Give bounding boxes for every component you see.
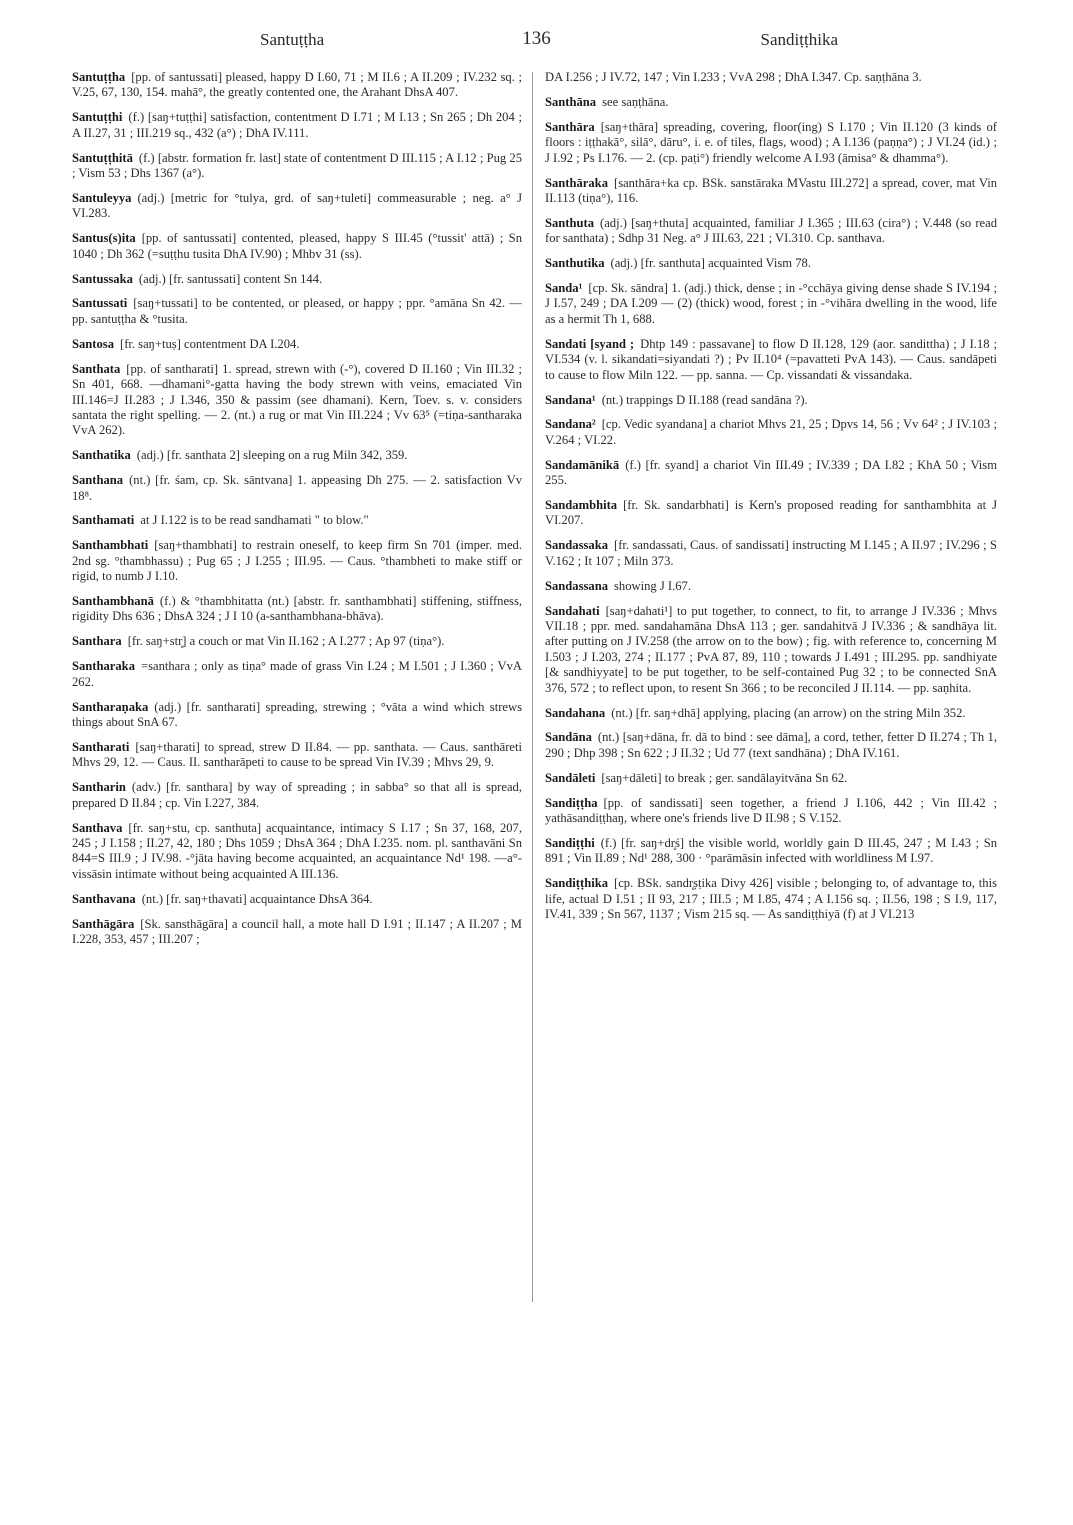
- entry-headword: Santhutika: [545, 256, 605, 271]
- dictionary-entry: [545, 95, 997, 110]
- entry-headword: Santharaka: [72, 659, 135, 674]
- dictionary-entry: [545, 120, 997, 166]
- dictionary-entry: [545, 604, 997, 696]
- dictionary-entry: [545, 281, 997, 327]
- entry-definition: (adj.) [saŋ+thuta] acquainted, familiar J I.365 ; III.63 (cira°) ; V.448 (so read for santhata) ; Sdhp 31 Neg. a° J III.63, 221 ; VI.310. Cp. santhava.: [545, 215, 997, 246]
- entry-definition: (adj.) [fr. santussati] content Sn 144.: [138, 271, 323, 286]
- entry-headword: Sandana²: [545, 417, 596, 432]
- entry-definition: (f.) [saŋ+tuṭṭhi] satisfaction, contentment D I.71 ; M I.13 ; Sn 265 ; Dh 204 ; A II.27, 31 ; III.219 sq., 432 (a°) ; DhA IV.111.: [72, 110, 522, 140]
- dictionary-entry: [72, 231, 522, 262]
- entry-headword: Sandambhita: [545, 498, 618, 513]
- entry-headword: Santhāraka: [545, 175, 608, 190]
- entry-headword: Santharati: [72, 739, 130, 754]
- left-column: [72, 70, 522, 957]
- dictionary-entry: [545, 730, 997, 761]
- entry-definition: [pp. of santussati] contented, pleased, happy S III.45 (°tussit' attā) ; Sn 1040 ; Dh 362 (=suṭṭhu tusita DhA IV.90) ; Mhbv 31 (ss).: [72, 231, 522, 261]
- dictionary-entry: [545, 836, 997, 867]
- entry-headword: Santuṭṭhitā: [72, 150, 133, 165]
- entry-definition: [saŋ+thambhati] to restrain oneself, to keep firm Sn 701 (imper. med. 2nd sg. °thambhassu) ; Pug 65 ; J I.255 ; III.95. — Caus. °thambheti to make stiff or rigid, to numb J I.10.: [72, 538, 522, 584]
- dictionary-entry: [72, 110, 522, 141]
- dictionary-entry: [545, 498, 997, 529]
- dictionary-entry: [545, 70, 997, 85]
- dictionary-entry: [72, 473, 522, 504]
- dictionary-entry: [545, 876, 997, 922]
- entry-headword: Sandiṭṭha: [545, 795, 598, 810]
- entry-headword: Sandiṭṭhika: [545, 876, 608, 891]
- entry-definition: DA I.256 ; J IV.72, 147 ; Vin I.233 ; VvA 298 ; DhA I.347. Cp. saṇṭhāna 3.: [545, 70, 922, 84]
- entry-definition: [pp. of sandissati] seen together, a friend J I.106, 442 ; Vin III.42 ; yathāsandiṭṭhaŋ, where one's friends live D II.98 ; S V.152.: [545, 795, 997, 826]
- dictionary-entry: [72, 594, 522, 625]
- entry-definition: [santhāra+ka cp. BSk. sanstāraka MVastu III.272] a spread, cover, mat Vin II.113 (tiṇa°), 116.: [545, 175, 997, 205]
- entry-definition: (f.) [fr. saŋ+dr̥ś] the visible world, worldly gain D III.45, 247 ; M I.43 ; Sn 891 ; Vin II.89 ; Nd¹ 288, 300 · °parāmāsin infected with worldliness M I.97.: [545, 835, 997, 866]
- entry-headword: Santuṭṭha: [72, 70, 126, 84]
- dictionary-entry: [545, 771, 997, 786]
- right-column: [545, 70, 997, 932]
- entry-definition: Dhtp 149 : passavane] to flow D II.128, 129 (aor. sandittha) ; J I.18 ; VI.534 (v. l. sikandati=siyandati ?) ; Pv II.10⁴ (=pavatteti PvA 143). — Caus. sandāpeti to cause to flow Miln 122. — pp. sanna. — Cp. vissandati & vissandaka.: [545, 336, 997, 382]
- entry-definition: (f.) [abstr. formation fr. last] state of contentment D III.115 ; A I.12 ; Pug 25 ; Vism 53 ; Dhs 1367 (a°).: [72, 150, 522, 181]
- entry-definition: (nt.) [fr. śam, cp. Sk. sāntvana] 1. appeasing Dh 275. — 2. satisfaction Vv 18⁸.: [72, 473, 522, 503]
- dictionary-entry: [72, 362, 522, 439]
- entry-headword: Santhava: [72, 820, 123, 835]
- dictionary-entry: [72, 740, 522, 771]
- dictionary-entry: [72, 659, 522, 690]
- entry-headword: Sandassaka: [545, 538, 609, 553]
- entry-definition: [fr. saŋ+str̥] a couch or mat Vin II.162 ; A I.277 ; Ap 97 (tiṇa°).: [127, 634, 445, 649]
- entry-headword: Santhavana: [72, 891, 136, 906]
- dictionary-entry: [72, 448, 522, 463]
- entry-headword: Santhatika: [72, 448, 131, 463]
- entry-headword: Santharaṇaka: [72, 699, 149, 714]
- entry-headword: Sandahana: [545, 705, 606, 720]
- dictionary-entry: [545, 176, 997, 207]
- entry-definition: [fr. sandassati, Caus. of sandissati] instructing M I.145 ; A II.97 ; IV.296 ; S V.162 ; It 107 ; Miln 373.: [545, 538, 997, 568]
- dictionary-entry: [72, 191, 522, 222]
- entry-definition: [cp. BSk. sandr̥ṣṭika Divy 426] visible ; belonging to, of advantage to, this life, actual D I.51 ; II 93, 217 ; III.5 ; M I.85, 474 ; A I.156 sq. ; II.56, 198 ; S I.9, 117, IV.41, 339 ; Sn 567, 1137 ; Vism 215 sq. — As sandiṭṭhiyā (f) at J VI.213: [545, 876, 997, 922]
- dictionary-entry: [545, 706, 997, 721]
- entry-headword: Santuleyya: [72, 190, 132, 205]
- dictionary-entry: [545, 458, 997, 489]
- entry-definition: [cp. Vedic syandana] a chariot Mhvs 21, 25 ; Dpvs 14, 56 ; Vv 64² ; J IV.103 ; V.264 ; VI.22.: [545, 417, 997, 447]
- entry-headword: Santhāna: [545, 94, 597, 109]
- entry-headword: Sandamānikā: [545, 457, 620, 472]
- entry-headword: Sandāna: [545, 730, 592, 745]
- entry-definition: (adv.) [fr. santhara] by way of spreading ; in sabba° so that all is spread, prepared D II.84 ; cp. Vin I.227, 384.: [72, 780, 522, 810]
- entry-definition: (nt.) [fr. saŋ+dhā] applying, placing (an arrow) on the string Miln 352.: [611, 705, 966, 720]
- entry-headword: Santhara: [72, 634, 122, 649]
- entry-definition: at J I.122 is to be read sandhamati " to blow.": [140, 513, 369, 528]
- entry-definition: (nt.) trappings D II.188 (read sandāna ?).: [601, 392, 808, 407]
- entry-headword: Sandiṭṭhi: [545, 835, 595, 850]
- entry-headword: Santhamati: [72, 513, 135, 528]
- entry-headword: Sandati [syand ;: [545, 336, 635, 351]
- entry-definition: (adj.) [metric for °tulya, grd. of saŋ+tuleti] commeasurable ; neg. a° J VI.283.: [72, 190, 522, 221]
- page-header: [60, 28, 1013, 58]
- entry-headword: Sandassana: [545, 578, 609, 593]
- entry-definition: [saŋ+tharati] to spread, strew D II.84. — pp. santhata. — Caus. santhāreti Mhvs 29, 12. — Caus. II. santharāpeti to cause to be spread Vin IV.39 ; Mhvs 29, 9.: [72, 739, 522, 770]
- entry-definition: [saŋ+dāleti] to break ; ger. sandālayitvāna Sn 62.: [601, 770, 848, 785]
- entry-definition: [saŋ+tussati] to be contented, or pleased, or happy ; ppr. °amāna Sn 42. — pp. santuṭṭha & °tusita.: [72, 296, 522, 326]
- entry-definition: [cp. Sk. sāndra] 1. (adj.) thick, dense ; in -°cchāya giving dense shade S IV.194 ; J I.57, 249 ; DA I.209 — (2) (thick) wood, forest ; in -°vihāra dwelling in the wood, life as a hermit Th 1, 688.: [545, 281, 997, 326]
- entry-definition: (adj.) [fr. santharati] spreading, strewing ; °vāta a wind which strews things about SnA 67.: [72, 699, 522, 729]
- dictionary-entry: [72, 892, 522, 907]
- dictionary-entry: [72, 538, 522, 584]
- dictionary-entry: [72, 634, 522, 649]
- entry-headword: Santosa: [72, 336, 114, 351]
- entry-headword: Santhata: [72, 361, 121, 376]
- dictionary-entry: [545, 579, 997, 594]
- entry-headword: Santhambhati: [72, 538, 149, 553]
- entry-headword: Santuṭṭhi: [72, 110, 123, 125]
- entry-definition: (adj.) [fr. santhata 2] sleeping on a rug Miln 342, 359.: [136, 448, 408, 463]
- dictionary-entry: [72, 337, 522, 352]
- entry-definition: [fr. saŋ+tuṣ] contentment DA I.204.: [120, 336, 300, 351]
- dictionary-entry: [545, 337, 997, 383]
- dictionary-entry: [545, 538, 997, 569]
- dictionary-entry: [72, 296, 522, 327]
- entry-definition: (adj.) [fr. santhuta] acquainted Vism 78.: [610, 256, 811, 271]
- dictionary-entry: [545, 256, 997, 271]
- entry-headword: Santhambhanā: [72, 594, 154, 609]
- entry-definition: [saŋ+dahati¹] to put together, to connect, to fit, to arrange J IV.336 ; Mhvs VII.18 ; ppr. med. sandahamāna DhsA 113 ; ger. sandahitvā J IV.336 ; & sandhāya lit. after putting on J IV.258 (the arrow on to the bow) ; fig. with reference to, concerning M I.503 ; J I.203, 274 ; II.177 ; PvA 87, 89, 110 ; towards J I.491 ; III.295. pp. sandhiyate [& sandhiyyate] to be put together, to be self-contained Pug 32 ; to be connected SnA 376, 572 ; to reflect upon, to resent Sn 366 ; to be reconciled J II.114. — pp. saṇhita.: [545, 603, 997, 695]
- entry-definition: [fr. saŋ+stu, cp. santhuta] acquaintance, intimacy S I.17 ; Sn 37, 168, 207, 245 ; J I.158 ; II.27, 42, 180 ; Dhs 1059 ; DhsA 364 ; DhA I.235. nom. pl. santhavāni Sn 844=S III.9 ; J IV.98. -°jāta having become acquainted, an acquaintance Nd¹ 198. —a°-vissāsin intimate without being acquainted A III.136.: [72, 820, 522, 881]
- dictionary-entry: [72, 70, 522, 101]
- entry-definition: see saṇṭhāna.: [602, 94, 669, 109]
- dictionary-entry: [72, 780, 522, 811]
- entry-headword: Sandāleti: [545, 770, 596, 785]
- dictionary-entry: [72, 821, 522, 883]
- entry-definition: [Sk. sansthāgāra] a council hall, a mote hall D I.91 ; II.147 ; A II.207 ; M I.228, 353, 457 ; III.207 ;: [72, 916, 522, 946]
- entry-headword: Sandahati: [545, 603, 600, 618]
- dictionary-entry: [72, 700, 522, 731]
- dictionary-entry: [72, 917, 522, 948]
- page-number: 136: [522, 28, 551, 49]
- entry-definition: (f.) [fr. syand] a chariot Vin III.49 ; IV.339 ; DA I.82 ; KhA 50 ; Vism 255.: [545, 457, 997, 488]
- dictionary-entry: [545, 393, 997, 408]
- dictionary-entry: [545, 216, 997, 247]
- entry-headword: Sandana¹: [545, 392, 596, 407]
- entry-definition: [pp. of santussati] pleased, happy D I.60, 71 ; M II.6 ; A II.209 ; IV.232 sq. ; V.25, 67, 130, 154. mahā°, the greatly contented one, the Arahant DhsA 407.: [72, 70, 522, 100]
- entry-definition: [saŋ+thāra] spreading, covering, floor(ing) S I.170 ; Vin II.120 (3 kinds of floors : iṭṭhakā°, silā°, dāru°, i. e. of tiles, flags, wood) ; A I.136 (paṇṇa°) ; J VI.24 (id.) ; J I.92 ; Ps I.176. — 2. (cp. paṭi°) friendly welcome A I.93 (āmisa° & dhamma°).: [545, 119, 997, 165]
- entry-headword: Santharin: [72, 780, 126, 795]
- entry-definition: (f.) & °thambhitatta (nt.) [abstr. fr. santhambhati] stiffening, stiffness, rigidity Dhs 636 ; DhsA 324 ; J I 10 (a-santhambhana-bhāva).: [72, 594, 522, 624]
- running-head-left: Santuṭṭha: [260, 30, 325, 49]
- entry-definition: showing J I.67.: [614, 578, 691, 593]
- entry-definition: [pp. of santharati] 1. spread, strewn with (-°), covered D II.160 ; Vin III.32 ; Sn 401, 668. —dhamani°-gatta having the body strewn with veins, emaciated Vin III.146=J II.283 ; J I.346, 350 & passim (see dhamani). Kern, Toev. s. v. considers santata the right spelling. — 2. (nt.) a rug or mat Vin III.224 ; Vv 63⁵ (=tiṇa-santharaka VvA 262).: [72, 361, 522, 438]
- dictionary-entry: [72, 151, 522, 182]
- running-head-right: Sandiṭṭhika: [760, 30, 838, 49]
- entry-headword: Santhuta: [545, 215, 594, 230]
- dictionary-entry: [545, 796, 997, 827]
- entry-headword: Santhana: [72, 473, 124, 488]
- entry-headword: Sanda¹: [545, 281, 583, 296]
- entry-definition: (nt.) [fr. saŋ+thavati] acquaintance DhsA 364.: [141, 891, 373, 906]
- entry-headword: Santhāgāra: [72, 916, 135, 931]
- entry-headword: Santussaka: [72, 271, 133, 286]
- dictionary-entry: [72, 272, 522, 287]
- entry-definition: (nt.) [saŋ+dāna, fr. dā to bind : see dāma], a cord, tether, fetter D II.274 ; Th 1, 290 ; Dhp 398 ; Sn 622 ; J II.32 ; Ud 77 (text sandhāna) ; DhA IV.161.: [545, 730, 997, 760]
- entry-headword: Santhāra: [545, 119, 595, 134]
- entry-headword: Santus(s)ita: [72, 231, 136, 246]
- dictionary-entry: [545, 417, 997, 448]
- dictionary-entry: [72, 513, 522, 528]
- column-divider: [532, 72, 533, 1302]
- entry-definition: [fr. Sk. sandarbhati] is Kern's proposed reading for santhambhita at J VI.207.: [545, 498, 997, 528]
- entry-definition: =santhara ; only as tiṇa° made of grass Vin I.24 ; M I.501 ; J I.360 ; VvA 262.: [72, 659, 522, 689]
- entry-headword: Santussati: [72, 296, 128, 311]
